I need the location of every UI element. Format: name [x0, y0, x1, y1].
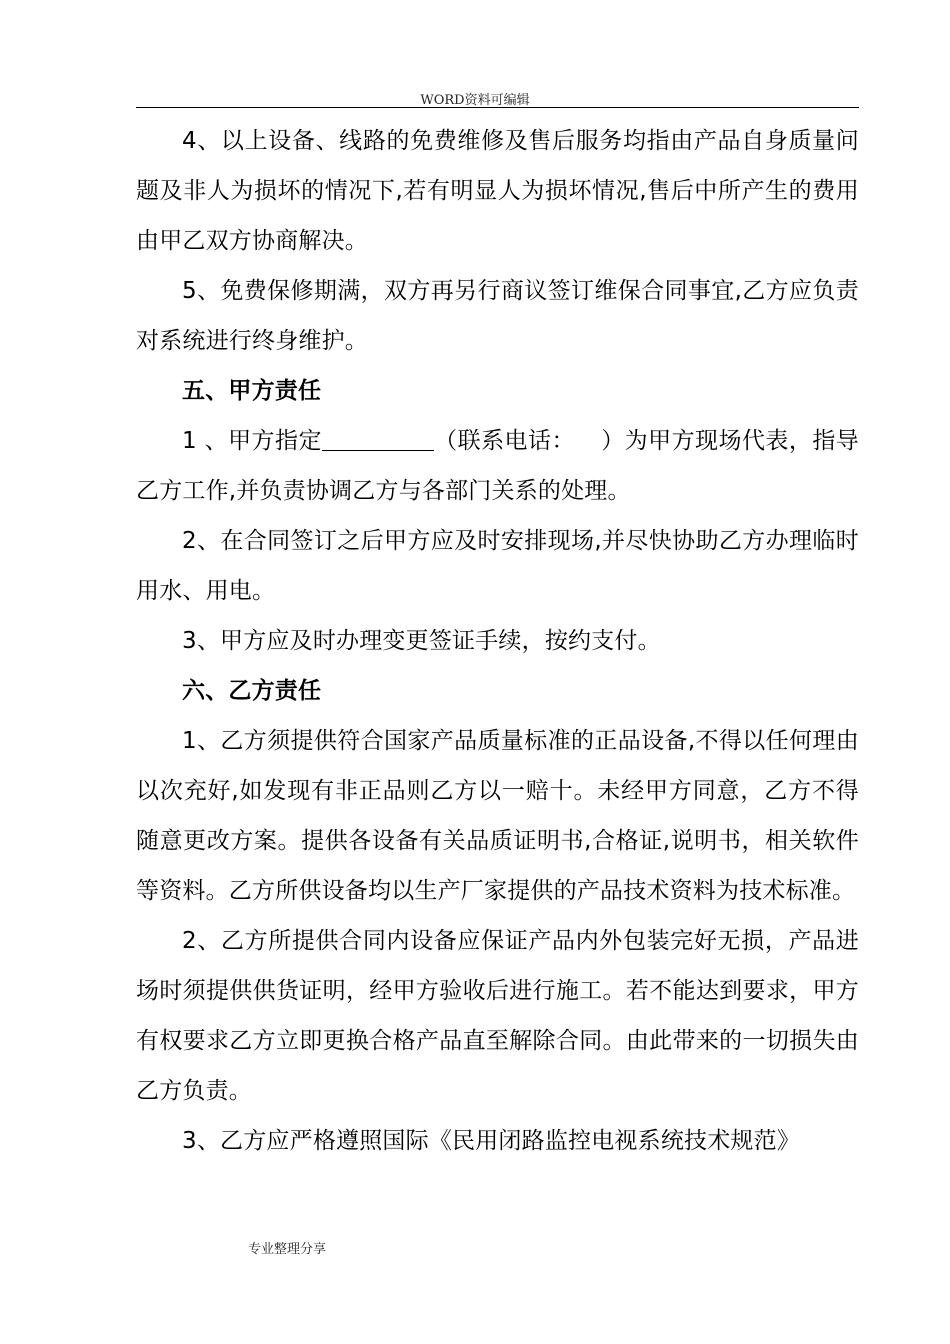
paragraph-standards-compliance: 3、乙方应严格遵照国际《民用闭路监控电视系统技术规范》 — [182, 1128, 801, 1154]
paragraph-party-a-representative — [136, 416, 859, 516]
page-footer: 专业整理分享 — [248, 1242, 327, 1257]
document-body — [136, 116, 859, 1166]
paragraph-warranty-scope: 4、以上设备、线路的免费维修及售后服务均指由产品自身质量问题及非人为损坏的情况下,若有明显人为损坏情况,售后中所产生的费用由甲乙双方协商解决。 — [136, 128, 859, 254]
section-heading-party-b: 六、乙方责任 — [182, 678, 322, 704]
page-header: WORD资料可编辑 — [420, 93, 530, 108]
paragraph-change-orders: 3、甲方应及时办理变更签证手续，按约支付。 — [182, 628, 661, 654]
representative-name-blank — [322, 424, 434, 451]
paragraph-site-arrangement: 2、在合同签订之后甲方应及时安排现场,并尽快协助乙方办理临时用水、用电。 — [136, 528, 859, 604]
representative-text-prefix: 1 、甲方指定 — [182, 428, 322, 454]
representative-phone-label: （联系电话： — [433, 428, 575, 454]
paragraph-warranty-expiry: 5、免费保修期满，双方再另行商议签订维保合同事宜,乙方应负责对系统进行终身维护。 — [136, 278, 859, 354]
section-heading-party-a: 五、甲方责任 — [182, 378, 322, 404]
representative-text-suffix: ）为甲方现场代表，指导乙方工作,并负责协调乙方与各部门关系的处理。 — [136, 428, 859, 504]
header-divider — [136, 107, 859, 108]
paragraph-packaging-inspection: 2、乙方所提供合同内设备应保证产品内外包装完好无损，产品进场时须提供供货证明，经甲方验收后进行施工。若不能达到要求，甲方有权要求乙方立即更换合格产品直至解除合同。由此带来的一切损失由乙方负责。 — [136, 928, 859, 1104]
paragraph-genuine-equipment: 1、乙方须提供符合国家产品质量标准的正品设备,不得以任何理由以次充好,如发现有非正品则乙方以一赔十。未经甲方同意，乙方不得随意更改方案。提供各设备有关品质证明书,合格证,说明书，相关软件等资料。乙方所供设备均以生产厂家提供的产品技术资料为技术标准。 — [136, 728, 859, 904]
